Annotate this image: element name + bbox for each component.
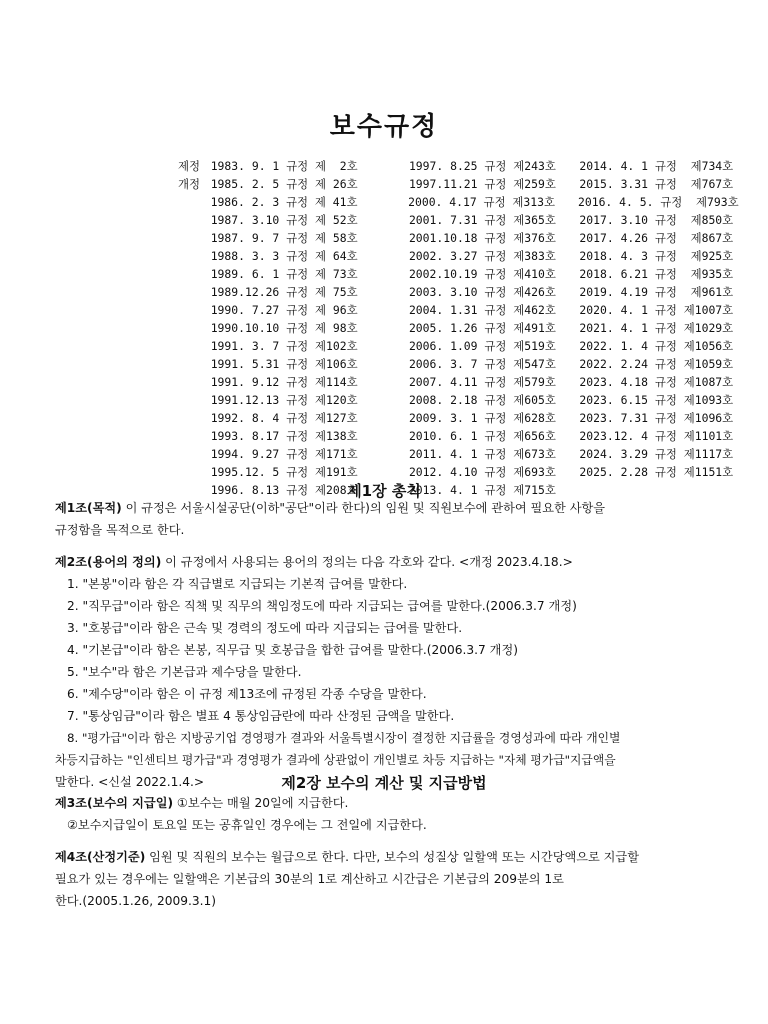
history-row <box>178 445 738 463</box>
history-label <box>178 283 211 301</box>
history-row <box>178 265 738 283</box>
history-entry: 2019. 4.19 규정 제961호 <box>579 285 734 299</box>
article-2-item-7: 7. "통상임금"이라 함은 별표 4 통상임금란에 따라 산정된 금액을 말한다. <box>67 709 455 723</box>
history-entry: 1987. 9. 7 규정 제 58호 <box>210 231 358 245</box>
history-label <box>178 445 211 463</box>
history-label <box>178 463 211 481</box>
article-2-item-8-line-1: 8. "평가급"이라 함은 지방공기업 경영평가 결과와 서울특별시장이 결정한 지급률을 경영성과에 따라 개인별 <box>67 731 621 745</box>
history-entry: 2002. 3.27 규정 제383호 <box>408 249 556 263</box>
history-entry: 1996. 8.13 규정 제208호 <box>210 483 358 497</box>
article-4-text-1: 임원 및 직원의 보수는 월급으로 한다. 다만, 보수의 성질상 일할액 또는 시간당액으로 지급할 <box>145 850 639 864</box>
history-label <box>178 229 211 247</box>
history-entry: 2002.10.19 규정 제410호 <box>408 267 556 281</box>
article-4-head: 제4조(산정기준) <box>55 850 146 864</box>
history-entry: 2022. 2.24 규정 제1059호 <box>579 357 734 371</box>
article-4-text-2: 필요가 있는 경우에는 일할액은 기본급의 30분의 1로 계산하고 시간급은 기본급의 209분의 1로 <box>55 872 564 886</box>
article-2-head: 제2조(용어의 정의) <box>55 555 162 569</box>
history-entry: 1989. 6. 1 규정 제 73호 <box>210 267 358 281</box>
history-entry: 2024. 3.29 규정 제1117호 <box>579 447 734 461</box>
article-1-text-2: 규정함을 목적으로 한다. <box>55 523 185 537</box>
history-label <box>178 193 211 211</box>
history-row <box>178 409 738 427</box>
history-entry: 1992. 8. 4 규정 제127호 <box>210 411 358 425</box>
article-3 <box>55 792 715 836</box>
history-label <box>178 355 211 373</box>
history-entry: 2009. 3. 1 규정 제628호 <box>408 411 556 425</box>
history-entry: 2007. 4.11 규정 제579호 <box>408 375 556 389</box>
article-2-item-5: 5. "보수"라 함은 기본급과 제수당을 말한다. <box>67 665 302 679</box>
history-entry: 2010. 6. 1 규정 제656호 <box>408 429 556 443</box>
history-entry: 2011. 4. 1 규정 제673호 <box>408 447 556 461</box>
history-entry: 2023. 6.15 규정 제1093호 <box>579 393 734 407</box>
article-2-item-8-line-2: 차등지급하는 "인센티브 평가급"과 경영평가 결과에 상관없이 개인별로 차등 지급하는 "자체 평가급"지급액을 <box>55 753 616 767</box>
history-label <box>178 373 211 391</box>
history-entry: 2004. 1.31 규정 제462호 <box>408 303 556 317</box>
history-row <box>178 337 738 355</box>
history-entry: 2013. 4. 1 규정 제715호 <box>408 483 556 497</box>
history-entry: 2020. 4. 1 규정 제1007호 <box>579 303 734 317</box>
history-entry: 1991. 5.31 규정 제106호 <box>210 357 358 371</box>
history-entry: 2001. 7.31 규정 제365호 <box>408 213 556 227</box>
history-row <box>178 373 738 391</box>
history-entry: 2018. 6.21 규정 제935호 <box>579 267 734 281</box>
article-2-item-8-line-3: 말한다. <신설 2022.1.4.> <box>55 775 205 789</box>
article-3-head: 제3조(보수의 지급일) <box>55 796 174 810</box>
history-entry: 2008. 2.18 규정 제605호 <box>408 393 556 407</box>
history-row <box>178 463 738 481</box>
history-entry: 2005. 1.26 규정 제491호 <box>408 321 556 335</box>
history-entry: 2016. 4. 5. 규정 제793호 <box>578 195 739 209</box>
history-entry: 2012. 4.10 규정 제693호 <box>408 465 556 479</box>
history-row <box>178 175 738 193</box>
history-label <box>178 301 211 319</box>
history-row <box>178 157 738 175</box>
history-entry: 1991.12.13 규정 제120호 <box>210 393 358 407</box>
history-entry: 1993. 8.17 규정 제138호 <box>210 429 358 443</box>
history-row <box>178 193 738 211</box>
history-row <box>178 247 738 265</box>
history-label <box>178 427 211 445</box>
history-entry: 2017. 4.26 규정 제867호 <box>579 231 734 245</box>
history-entry: 2006. 3. 7 규정 제547호 <box>408 357 556 371</box>
article-3-text-2: ②보수지급일이 토요일 또는 공휴일인 경우에는 그 전일에 지급한다. <box>67 818 427 832</box>
history-entry: 1991. 9.12 규정 제114호 <box>210 375 358 389</box>
history-entry: 1997.11.21 규정 제259호 <box>408 177 556 191</box>
article-2-item-4: 4. "기본급"이라 함은 본봉, 직무급 및 호봉급을 합한 급여를 말한다.(2006.3.7 개정) <box>67 643 518 657</box>
article-1-head: 제1조(목적) <box>55 501 122 515</box>
history-entry: 1986. 2. 3 규정 제 41호 <box>210 195 358 209</box>
article-4-text-3: 한다.(2005.1.26, 2009.3.1) <box>55 894 216 908</box>
article-2-item-1: 1. "본봉"이라 함은 각 직급별로 지급되는 기본적 급여를 말한다. <box>67 577 408 591</box>
history-entry: 1990. 7.27 규정 제 96호 <box>210 303 358 317</box>
history-label: 개정 <box>178 177 201 191</box>
article-2-intro: 이 규정에서 사용되는 용어의 정의는 다음 각호와 같다. <개정 2023.4.18.> <box>161 555 573 569</box>
document-title: 보수규정 <box>329 112 439 142</box>
history-row <box>178 355 738 373</box>
history-row <box>178 301 738 319</box>
amendment-history <box>178 157 738 499</box>
history-row <box>178 427 738 445</box>
history-entry: 1991. 3. 7 규정 제102호 <box>210 339 358 353</box>
history-entry: 2006. 1.09 규정 제519호 <box>408 339 556 353</box>
history-entry: 1997. 8.25 규정 제243호 <box>408 159 556 173</box>
history-entry: 2000. 4.17 규정 제313호 <box>408 195 556 209</box>
chapter-2-title: 제2장 보수의 계산 및 지급방법 <box>281 774 487 792</box>
history-entry: 1983. 9. 1 규정 제 2호 <box>210 159 358 173</box>
history-row <box>178 211 738 229</box>
article-2 <box>55 551 715 793</box>
history-label <box>178 319 211 337</box>
history-entry: 2014. 4. 1 규정 제734호 <box>579 159 734 173</box>
article-2-item-6: 6. "제수당"이라 함은 이 규정 제13조에 규정된 각종 수당을 말한다. <box>67 687 427 701</box>
history-entry: 2021. 4. 1 규정 제1029호 <box>579 321 734 335</box>
history-label <box>178 391 211 409</box>
history-entry: 2025. 2.28 규정 제1151호 <box>579 465 734 479</box>
history-entry: 1987. 3.10 규정 제 52호 <box>210 213 358 227</box>
chapter-1-title: 제1장 총칙 <box>347 482 421 500</box>
history-entry: 1994. 9.27 규정 제171호 <box>210 447 358 461</box>
history-label <box>178 265 211 283</box>
history-row <box>178 391 738 409</box>
article-2-item-2: 2. "직무급"이라 함은 직책 및 직무의 책임정도에 따라 지급되는 급여를 말한다.(2006.3.7 개정) <box>67 599 577 613</box>
history-entry: 1988. 3. 3 규정 제 64호 <box>210 249 358 263</box>
history-entry: 2001.10.18 규정 제376호 <box>408 231 556 245</box>
history-entry: 2015. 3.31 규정 제767호 <box>579 177 734 191</box>
history-entry: 2023. 7.31 규정 제1096호 <box>579 411 734 425</box>
history-entry: 2022. 1. 4 규정 제1056호 <box>579 339 734 353</box>
history-row <box>178 319 738 337</box>
history-label: 제정 <box>178 159 201 173</box>
history-entry: 1985. 2. 5 규정 제 26호 <box>210 177 358 191</box>
history-label <box>178 211 211 229</box>
article-1-text-1: 이 규정은 서울시설공단(이하"공단"이라 한다)의 임원 및 직원보수에 관하여 필요한 사항을 <box>121 501 606 515</box>
history-entry: 2023.12. 4 규정 제1101호 <box>579 429 734 443</box>
history-entry: 1989.12.26 규정 제 75호 <box>210 285 358 299</box>
history-label <box>178 247 211 265</box>
article-3-text-1: ①보수는 매월 20일에 지급한다. <box>173 796 349 810</box>
history-label <box>178 337 211 355</box>
article-2-item-3: 3. "호봉급"이라 함은 근속 및 경력의 정도에 따라 지급되는 급여를 말한다. <box>67 621 463 635</box>
history-entry: 1995.12. 5 규정 제191호 <box>210 465 358 479</box>
history-entry: 2003. 3.10 규정 제426호 <box>408 285 556 299</box>
article-1 <box>55 497 715 541</box>
history-entry: 1990.10.10 규정 제 98호 <box>210 321 358 335</box>
history-row <box>178 229 738 247</box>
history-entry: 2023. 4.18 규정 제1087호 <box>579 375 734 389</box>
article-4 <box>55 846 715 912</box>
history-entry: 2017. 3.10 규정 제850호 <box>579 213 734 227</box>
history-entry: 2018. 4. 3 규정 제925호 <box>579 249 734 263</box>
history-label <box>178 409 211 427</box>
history-row <box>178 283 738 301</box>
